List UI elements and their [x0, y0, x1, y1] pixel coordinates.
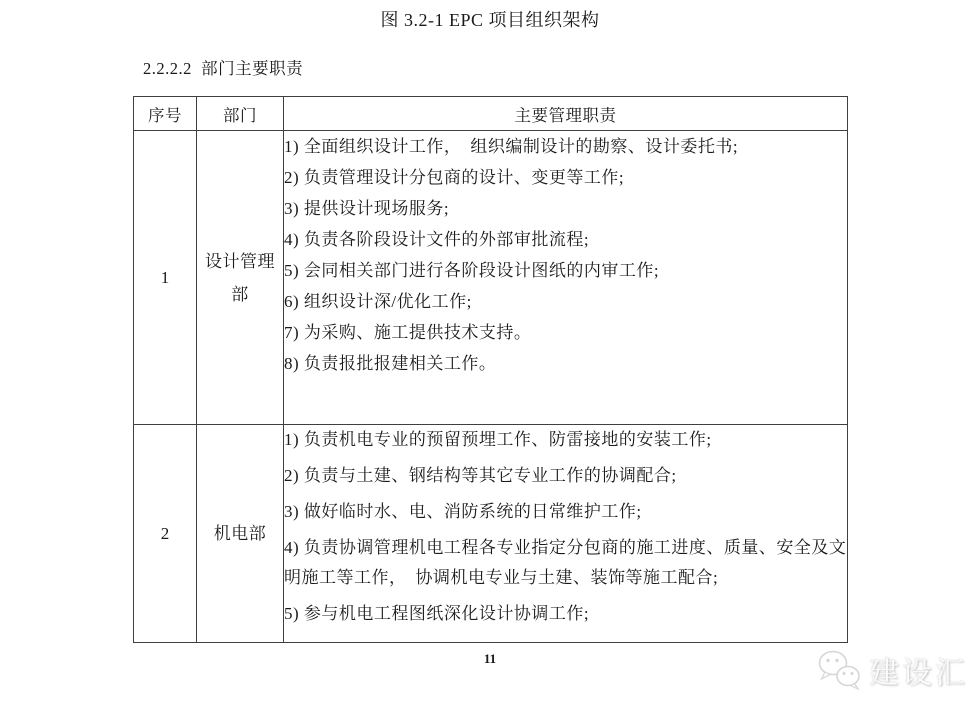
page-number: 11: [483, 651, 497, 666]
col-header-no: 序号: [134, 97, 197, 131]
duty-item: 6) 组织设计深/优化工作;: [284, 292, 472, 311]
watermark-text: 建设汇: [869, 657, 968, 690]
department-name: [197, 425, 284, 643]
col-header-duties: 主要管理职责: [284, 97, 848, 131]
row-number: 2: [134, 425, 197, 643]
table-row: [134, 131, 848, 425]
duty-item: 7) 为采购、施工提供技术支持。: [284, 323, 532, 342]
row-number: 1: [134, 131, 197, 425]
responsibilities-table: [133, 96, 848, 643]
duty-item: 3) 提供设计现场服务;: [284, 199, 450, 218]
department-name-text: 设计管理部: [205, 251, 275, 304]
department-name-text: 机电部: [213, 524, 267, 543]
duty-item: 2) 负责管理设计分包商的设计、变更等工作;: [284, 168, 625, 187]
duty-item: 4) 负责各阶段设计文件的外部审批流程;: [284, 230, 590, 249]
duty-item: 3) 做好临时水、电、消防系统的日常维护工作;: [284, 502, 642, 521]
duty-item: 2) 负责与土建、钢结构等其它专业工作的协调配合;: [284, 466, 677, 485]
table-row: [134, 425, 848, 643]
wechat-icon: [817, 649, 863, 691]
section-heading: 2.2.2.2 部门主要职责: [143, 59, 304, 78]
figure-caption: 图 3.2-1 EPC 项目组织架构: [380, 10, 600, 30]
duty-item: 5) 会同相关部门进行各阶段设计图纸的内审工作;: [284, 261, 660, 280]
department-name: [197, 131, 284, 425]
duty-item: 8) 负责报批报建相关工作。: [284, 354, 497, 373]
col-header-department: 部门: [197, 97, 284, 131]
table-header-row: [134, 97, 848, 131]
duty-item: 4) 负责协调管理机电工程各专业指定分包商的施工进度、质量、安全及文明施工等工作， 协调机电专业与土建、装饰等施工配合;: [284, 538, 847, 587]
watermark: [817, 648, 968, 692]
duties-list: [284, 425, 848, 643]
duty-item: 1) 全面组织设计工作， 组织编制设计的勘察、设计委托书;: [284, 137, 739, 156]
duty-item: 1) 负责机电专业的预留预埋工作、防雷接地的安装工作;: [284, 430, 712, 449]
duties-list: [284, 131, 848, 425]
duty-item: 5) 参与机电工程图纸深化设计协调工作;: [284, 604, 590, 623]
